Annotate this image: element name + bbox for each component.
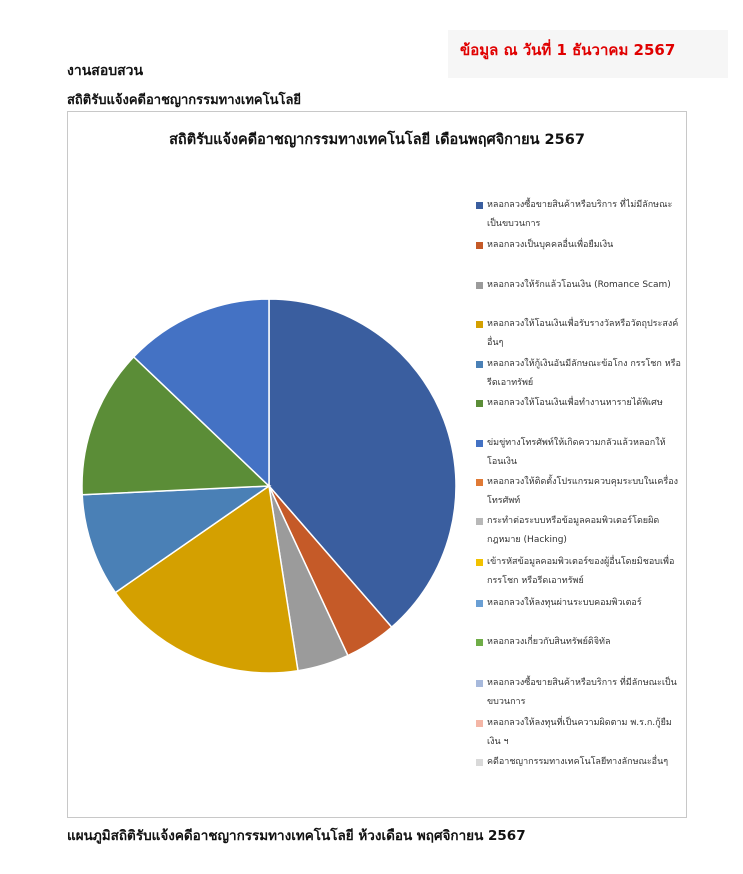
legend-swatch — [476, 202, 483, 209]
legend-label: คดีอาชญากรรมทางเทคโนโลยีทางลักษณะอื่นๆ — [487, 757, 669, 767]
legend-swatch — [476, 440, 483, 447]
legend-item-8 — [476, 473, 681, 511]
legend-item-2 — [476, 236, 681, 255]
legend-swatch — [476, 321, 483, 328]
legend-item-11 — [476, 594, 681, 613]
legend-item-14 — [476, 714, 681, 752]
legend-label: หลอกลวงเกี่ยวกับสินทรัพย์ดิจิทัล — [487, 637, 611, 647]
legend-label: หลอกลวงซื้อขายสินค้าหรือบริการ ที่ไม่มีลักษณะเป็นขบวนการ — [487, 200, 673, 229]
legend-label: ข่มขู่ทางโทรศัพท์ให้เกิดความกลัวแล้วหลอกให้โอนเงิน — [487, 438, 666, 467]
legend-swatch — [476, 400, 483, 407]
section-subheading: สถิติรับแจ้งคดีอาชญากรรมทางเทคโนโลยี — [67, 93, 302, 108]
legend-swatch — [476, 759, 483, 766]
legend-item-1 — [476, 196, 681, 234]
legend-label: หลอกลวงให้ติดตั้งโปรแกรมควบคุมระบบในเครื่องโทรศัพท์ — [487, 477, 679, 506]
legend-swatch — [476, 282, 483, 289]
legend-swatch — [476, 559, 483, 566]
legend-label: หลอกลวงให้กู้เงินอันมีลักษณะข้อโกง กรรโชก หรือรีดเอาทรัพย์ — [487, 359, 681, 388]
legend-item-4 — [476, 315, 681, 353]
legend-label: เข้ารหัสข้อมูลคอมพิวเตอร์ของผู้อื่นโดยมิชอบเพื่อกรรโชก หรือรีดเอาทรัพย์ — [487, 557, 675, 586]
data-date-text: ข้อมูล ณ วันที่ 1 ธันวาคม 2567 — [460, 41, 676, 59]
legend-swatch — [476, 361, 483, 368]
legend-label: หลอกลวงให้โอนเงินเพื่อทำงานหารายได้พิเศษ — [487, 398, 663, 408]
legend-swatch — [476, 518, 483, 525]
chart-frame — [67, 111, 687, 818]
legend-label: หลอกลวงให้รักแล้วโอนเงิน (Romance Scam) — [487, 280, 671, 290]
legend-swatch — [476, 242, 483, 249]
legend-label: หลอกลวงให้ลงทุนผ่านระบบคอมพิวเตอร์ — [487, 598, 642, 608]
legend-item-3 — [476, 276, 681, 295]
legend-swatch — [476, 479, 483, 486]
legend-item-6 — [476, 394, 681, 413]
legend-label: หลอกลวงเป็นบุคคลอื่นเพื่อยืมเงิน — [487, 240, 614, 250]
legend-item-9 — [476, 512, 681, 550]
legend-item-13 — [476, 674, 681, 712]
chart-caption: แผนภูมิสถิติรับแจ้งคดีอาชญากรรมทางเทคโนโลยี ห้วงเดือน พฤศจิกายน 2567 — [67, 828, 526, 844]
section-heading: งานสอบสวน — [67, 63, 144, 79]
chart-title: สถิติรับแจ้งคดีอาชญากรรมทางเทคโนโลยี เดือนพฤศจิกายน 2567 — [169, 132, 585, 148]
legend-swatch — [476, 680, 483, 687]
legend-swatch — [476, 600, 483, 607]
legend-item-12 — [476, 633, 681, 652]
legend-label: หลอกลวงให้ลงทุนที่เป็นความผิดตาม พ.ร.ก.กู้ยืมเงิน ฯ — [487, 718, 672, 747]
legend-label: หลอกลวงให้โอนเงินเพื่อรับรางวัลหรือวัตถุประสงค์อื่นๆ — [487, 319, 679, 348]
legend-item-7 — [476, 434, 681, 472]
legend-swatch — [476, 639, 483, 646]
legend-item-15 — [476, 753, 681, 772]
legend-swatch — [476, 720, 483, 727]
legend-item-5 — [476, 355, 681, 393]
legend-label: กระทำต่อระบบหรือข้อมูลคอมพิวเตอร์โดยผิดกฎหมาย (Hacking) — [487, 516, 660, 545]
legend-label: หลอกลวงซื้อขายสินค้าหรือบริการ ที่มีลักษณะเป็นขบวนการ — [487, 678, 677, 707]
legend-item-10 — [476, 553, 681, 591]
